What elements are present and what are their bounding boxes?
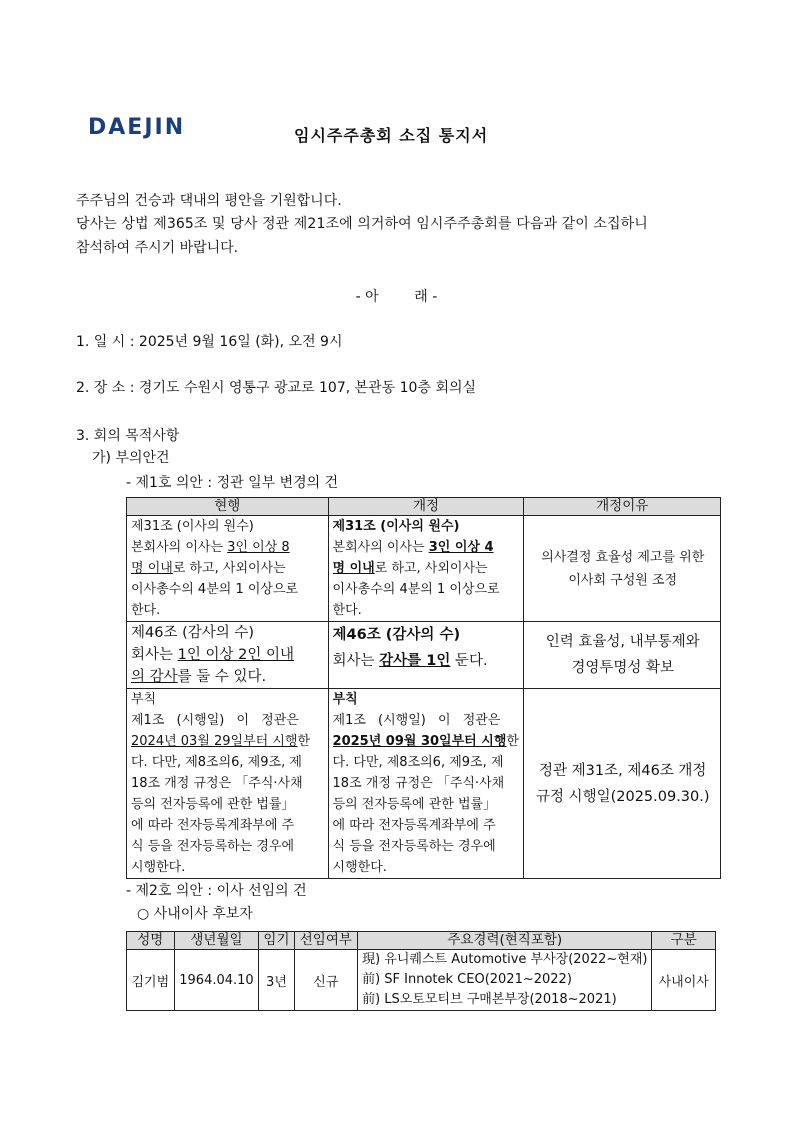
header-term: 임기 [259,932,294,950]
meeting-date: 1. 일 시 : 2025년 9월 16일 (화), 오전 9시 [76,334,343,350]
purpose-heading: 3. 회의 목적사항 [76,428,180,444]
amendment-header-row [127,498,721,516]
current-addenda: 부칙 제1조 (시행일) 이 정관은 2024년 03월 29일부터 시행한 다. 다만, 제8조의6, 제9조, 제 18조 개정 규정은 「주식·사채 등의 전자등록에 관한 법률」 에 따라 전자등록계좌부에 주 식 등을 전자등록하는 경우에 시행한다. [127,689,329,879]
revised-article-31: 제31조 (이사의 원수) 본회사의 이사는 3인 이상 4 명 이내로 하고, 사외이사는 이사총수의 4분의 1 이상으로 한다. [328,516,524,622]
candidate-name: 김기범 [127,950,175,1011]
intro-line-3: 참석하여 주시기 바랍니다. [76,240,239,256]
header-career: 주요경력(현직포함) [358,932,652,950]
header-revised: 개정 [328,498,524,516]
meeting-place: 2. 장 소 : 경기도 수원시 영통구 광교로 107, 본관동 10층 회의실 [76,380,477,396]
agenda-heading: 가) 부의안건 [92,450,170,466]
header-reason: 개정이유 [524,498,721,516]
candidate-career: 現) 유니퀘스트 Automotive 부사장(2022~현재) 前) SF Innotek CEO(2021~2022) 前) LS오토모티브 구매본부장(2018~2021) [358,950,652,1011]
header-name: 성명 [127,932,175,950]
company-logo: DAEJIN [88,115,186,140]
amendment-table [126,497,721,879]
revised-addenda: 부칙 제1조 (시행일) 이 정관은 2025년 09월 30일부터 시행한 다. 다만, 제8조의6, 제9조, 제 18조 개정 규정은 「주식·사채 등의 전자등록에 관한 법률」 에 따라 전자등록계좌부에 주 식 등을 전자등록하는 경우에 시행한다. [328,689,524,879]
current-article-31: 제31조 (이사의 원수) 본회사의 이사는 3인 이상 8 명 이내로 하고, 사외이사는 이사총수의 4분의 1 이상으로 한다. [127,516,329,622]
amendment-row-addenda [127,689,721,879]
notice-header: - 아 래 - [355,289,438,305]
candidate-birth: 1964.04.10 [174,950,259,1011]
candidate-table [126,931,716,1011]
header-category: 구분 [652,932,716,950]
header-status: 선임여부 [294,932,358,950]
document-title: 임시주주총회 소집 통지서 [294,126,489,145]
amendment-row-article-46 [127,622,721,689]
amendment-row-article-31 [127,516,721,622]
header-birth: 생년월일 [174,932,259,950]
header-current: 현행 [127,498,329,516]
candidate-status: 신규 [294,950,358,1011]
current-article-46: 제46조 (감사의 수) 회사는 1인 이상 2인 이내 의 감사를 둘 수 있다. [127,622,329,689]
reason-article-46: 인력 효율성, 내부통제와 경영투명성 확보 [524,622,721,689]
intro-line-1: 주주님의 건승과 댁내의 평안을 기원합니다. [76,193,342,209]
reason-addenda: 정관 제31조, 제46조 개정 규정 시행일(2025.09.30.) [524,689,721,879]
candidate-category: 사내이사 [652,950,716,1011]
reason-article-31: 의사결정 효율성 제고를 위한 이사회 구성원 조정 [524,516,721,622]
candidate-heading: ○ 사내이사 후보자 [137,906,253,922]
candidate-term: 3년 [259,950,294,1011]
intro-line-2: 당사는 상법 제365조 및 당사 정관 제21조에 의거하여 임시주주총회를 다음과 같이 소집하니 [76,216,648,232]
revised-article-46: 제46조 (감사의 수) 회사는 감사를 1인 둔다. [328,622,524,689]
candidate-row [127,950,716,1011]
agenda-item-1: - 제1호 의안 : 정관 일부 변경의 건 [126,475,339,491]
agenda-item-2: - 제2호 의안 : 이사 선임의 건 [126,883,307,899]
candidate-header-row [127,932,716,950]
